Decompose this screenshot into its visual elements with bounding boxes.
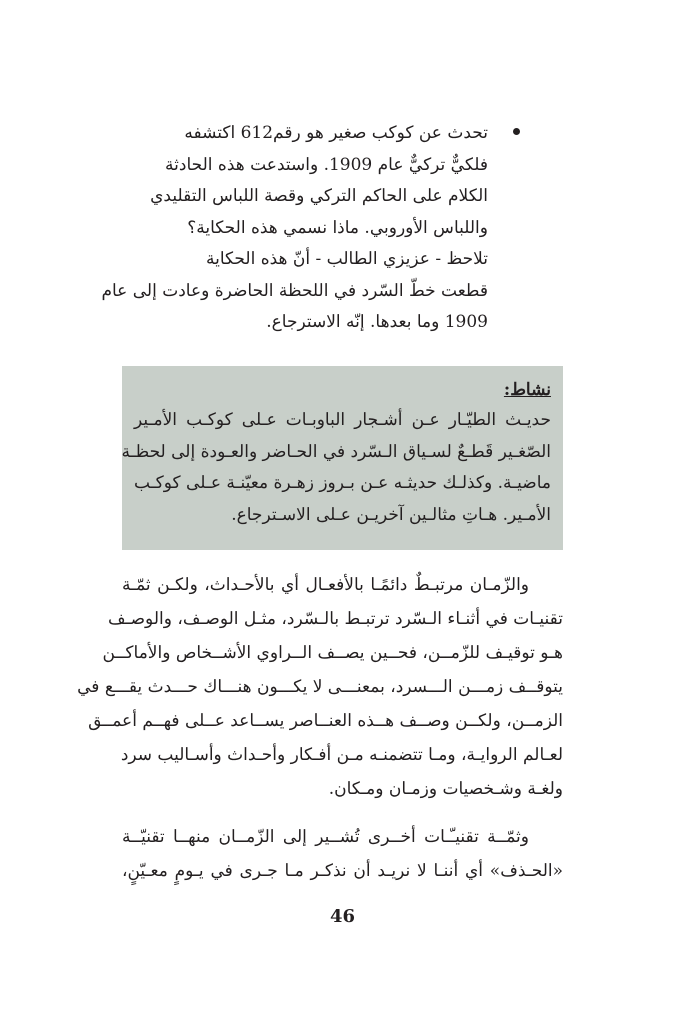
text-line: هـو توقيـف للزّمــن، فحــين يصــف الــراوي الأشــخاص والأماكــن <box>102 643 563 663</box>
bullet-point-icon <box>513 128 520 135</box>
text-line: يتوقــف زمـــن الـــسرد، بمعنـــى لا يكـــون هنـــاك حـــدث يقـــع في <box>77 677 563 697</box>
text-line: واللباس الأوروبي. ماذا نسمي هذه الحكاية؟ <box>187 217 488 238</box>
text-line: تقنيـات في أثنـاء الـسّرد ترتبـط بالـسّرد، مثـل الوصـف، والوصـف <box>108 609 563 629</box>
text-line: وثمّــة تقنيـّـات أخــرى تُشــير إلى الزّمــان منهــا تقنيّــة <box>122 827 529 847</box>
text-line: قطعت خطّ السّرد في اللحظة الحاضرة وعادت إلى عام <box>101 280 488 301</box>
text-line: «الحـذف» أي أننـا لا نريـد أن نذكـر مـا جـرى في يـومٍ معـيّنٍ، <box>122 861 563 881</box>
text-line: والزّمـان مرتبـطٌ دائمًـا بالأفعـال أي بالأحـداث، ولكـن ثمّـة <box>122 575 529 595</box>
activity-box <box>122 366 563 550</box>
text-line: 1909 وما بعدها. إنّه الاسترجاع. <box>266 312 488 332</box>
body-paragraph-ellipsis <box>122 820 563 888</box>
activity-line: حديـث الطيّـار عـن أشـجار الباوبـات عـلى كوكـب الأمـير <box>134 410 551 430</box>
activity-line: الأمـير. هـاتِ مثالـين آخريـن عـلى الاسـترجاع. <box>231 504 551 525</box>
text-line: الزمــن، ولكــن وصــف هــذه العنــاصر يســاعد عــلى فهــم أعمــق <box>88 711 563 731</box>
bullet-text <box>100 118 488 339</box>
body-paragraph-time <box>77 568 563 806</box>
activity-line: الصّغـير قَطـعٌ لسـياق الـسّرد في الحـاضر والعـودة إلى لحظـة <box>121 441 551 462</box>
text-line: الكلام على الحاكم التركي وقصة اللباس التقليدي <box>150 186 488 206</box>
activity-title: نشاط: <box>503 380 551 400</box>
activity-line: ماضيـة. وكذلـك حديثـه عـن بـروز زهـرة معيّنـة عـلى كوكـب <box>134 473 551 493</box>
text-line: تحدث عن كوكب صغير هو رقم612 اكتشفه <box>184 123 488 143</box>
text-line: تلاحظ - عزيزي الطالب - أنّ هذه الحكاية <box>206 249 488 269</box>
bullet-paragraph <box>100 118 520 339</box>
text-line: ولغـة وشـخصيات وزمـان ومـكان. <box>328 779 563 799</box>
text-line: فلكيٌّ تركيٌّ عام 1909. واستدعت هذه الحادثة <box>165 154 488 175</box>
page-number: 46 <box>329 906 356 927</box>
text-line: لعـالم الروايـة، ومـا تتضمنـه مـن أفـكار وأحـداث وأسـاليب سرد <box>120 745 563 765</box>
